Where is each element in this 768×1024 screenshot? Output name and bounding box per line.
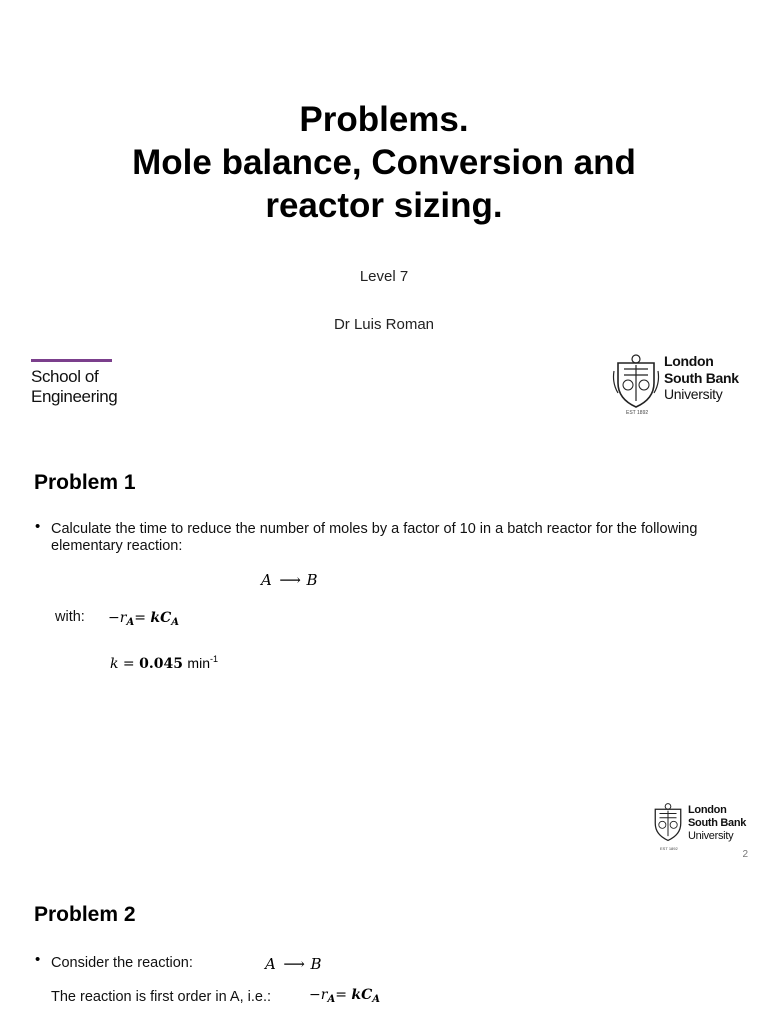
school-line-1: School of (31, 367, 99, 386)
title-line-2: Mole balance, Conversion and (132, 143, 636, 182)
reactant: A (265, 955, 276, 973)
first-order-text: The reaction is first order in A, i.e.: (51, 989, 272, 1005)
reaction-equation-1 (261, 571, 317, 589)
rate-law-2: $-r_A= kC_A$ (309, 987, 380, 1005)
school-logo (31, 367, 117, 407)
product: B (306, 571, 318, 589)
crest-icon (651, 802, 685, 842)
university-line-1: London (664, 353, 714, 369)
bullet-dot-icon: • (35, 951, 41, 968)
university-line-1: London (688, 804, 727, 816)
est-text-small: EST 1892 (660, 846, 678, 851)
university-name (664, 353, 739, 403)
university-line-2: South Bank (688, 817, 747, 829)
k-unit-exponent: -1 (209, 654, 218, 664)
k-unit: min (187, 655, 210, 671)
problem-2-heading: Problem 2 (34, 903, 136, 926)
author-text: Dr Luis Roman (333, 316, 435, 333)
university-line-2: South Bank (664, 369, 739, 386)
k-value-line: k = 0.045 $\min^{-1}$ (110, 654, 218, 672)
school-logo-bar (31, 359, 112, 362)
title-line-3: reactor sizing. (265, 186, 503, 225)
problem-1-heading: Problem 1 (34, 471, 136, 494)
problem-1-text: Calculate the time to reduce the number of moles by a factor of 10 in a batch reactor for the following elementary reaction: (51, 521, 698, 554)
university-line-3: University (664, 386, 723, 402)
est-text: EST 1892 (626, 410, 649, 416)
problem-2-text: Consider the reaction: (51, 955, 193, 971)
rate-law-1: $-r_A= kC_A$ (108, 610, 179, 628)
reactant: A (261, 571, 272, 589)
title-line-1: Problems. (299, 100, 469, 139)
level-text: Level 7 (359, 268, 409, 285)
university-logo (612, 353, 739, 409)
arrow-icon: ⟶ (280, 955, 306, 973)
slide-title (0, 98, 768, 227)
arrow-icon: ⟶ (276, 571, 302, 589)
product: B (310, 955, 322, 973)
bullet-dot-icon: • (35, 518, 41, 535)
page-number: 2 (742, 849, 748, 860)
university-logo-small (651, 802, 746, 843)
university-line-3: University (688, 830, 734, 842)
with-label: with: (55, 609, 85, 625)
k-value: 0.045 (139, 656, 183, 672)
school-line-2: Engineering (31, 387, 118, 406)
university-name-small (688, 804, 746, 843)
reaction-equation-2 (265, 955, 321, 973)
crest-icon (612, 353, 660, 409)
